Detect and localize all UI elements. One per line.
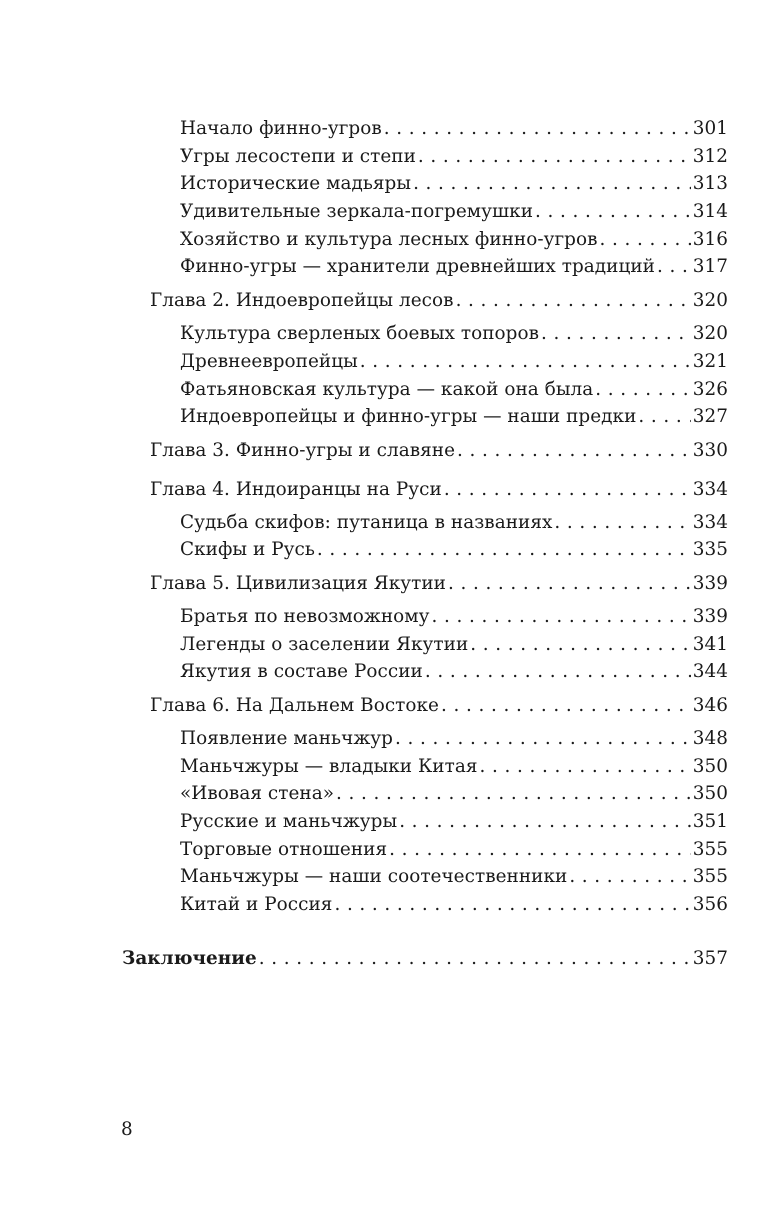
- dot-leader: [448, 573, 691, 595]
- toc-entry-page: 344: [692, 661, 728, 682]
- toc-conclusion-title: Заключение: [122, 948, 257, 969]
- dot-leader: [638, 406, 690, 428]
- toc-entry-title: Исторические мадьяры: [180, 173, 412, 194]
- dot-leader: [432, 606, 691, 628]
- toc-chapter-title: Глава 2. Индоевропейцы лесов: [150, 290, 454, 311]
- toc-entry-page: 320: [692, 323, 728, 344]
- toc-entry-title: Хозяйство и культура лесных финно-угров: [180, 229, 598, 250]
- toc-entry-title: Индоевропейцы и финно-угры — наши предки: [180, 406, 637, 427]
- toc-entry-title: Угры лесостепи и степи: [180, 146, 416, 167]
- dot-leader: [425, 661, 691, 683]
- dot-leader: [395, 728, 691, 750]
- toc-entry: [180, 539, 728, 561]
- toc-chapter-title: Глава 5. Цивилизация Якутии: [150, 573, 446, 594]
- toc-entry: [180, 118, 728, 140]
- toc-chapter: [150, 440, 728, 462]
- toc-entry-page: 313: [692, 173, 728, 194]
- dot-leader: [456, 290, 691, 312]
- toc-entry: [180, 634, 728, 656]
- toc-entry: [180, 512, 728, 534]
- toc-entry: [180, 783, 728, 805]
- toc-entry-page: 314: [692, 201, 728, 222]
- toc-entry-title: Китай и Россия: [180, 894, 333, 915]
- toc-entry: [180, 606, 728, 628]
- dot-leader: [480, 756, 691, 778]
- toc-chapter-page: 339: [692, 573, 728, 594]
- toc-entry: [180, 323, 728, 345]
- toc-chapter-title: Глава 6. На Дальнем Востоке: [150, 695, 439, 716]
- toc-chapter-page: 320: [692, 290, 728, 311]
- toc-entry-page: 317: [692, 256, 728, 277]
- toc-entry: [180, 661, 728, 683]
- toc-entry-page: 327: [692, 406, 728, 427]
- dot-leader: [336, 783, 691, 805]
- dot-leader: [413, 173, 691, 195]
- toc-entry-page: 355: [692, 866, 728, 887]
- toc-entry-title: Торговые отношения: [180, 839, 388, 860]
- toc-entry-title: Якутия в составе России: [180, 661, 423, 682]
- toc-conclusion-page: 357: [692, 948, 728, 969]
- toc-entry-title: Легенды о заселении Якутии: [180, 634, 469, 655]
- toc-entry-title: Удивительные зеркала-погремушки: [180, 201, 534, 222]
- toc-entry-title: Финно-угры — хранители древнейших традиций: [180, 256, 655, 277]
- dot-leader: [535, 201, 691, 223]
- toc-entry: [180, 201, 728, 223]
- toc-entry: [180, 229, 728, 251]
- toc-entry-title: Появление маньчжур: [180, 728, 393, 749]
- dot-leader: [389, 839, 691, 861]
- dot-leader: [569, 866, 690, 888]
- toc-entry-title: Братья по невозможному: [180, 606, 430, 627]
- toc-entry-title: «Ивовая стена»: [180, 783, 335, 804]
- toc-chapter: [150, 479, 728, 501]
- toc-chapter-page: 334: [692, 479, 728, 500]
- toc-entry-title: Маньчжуры — наши соотечественники: [180, 866, 568, 887]
- dot-leader: [384, 118, 691, 140]
- toc-entry: [180, 894, 728, 916]
- toc-entry-page: 350: [692, 756, 728, 777]
- dot-leader: [259, 948, 691, 970]
- toc-entry: [180, 173, 728, 195]
- toc-entry-page: 316: [692, 229, 728, 250]
- dot-leader: [457, 440, 691, 462]
- toc-conclusion: [122, 948, 728, 970]
- dot-leader: [541, 323, 691, 345]
- dot-leader: [399, 811, 691, 833]
- toc-chapter: [150, 695, 728, 717]
- toc-chapter-title: Глава 3. Финно-угры и славяне: [150, 440, 456, 461]
- toc-entry-page: 334: [692, 512, 728, 533]
- toc-entry-page: 341: [692, 634, 728, 655]
- dot-leader: [470, 634, 690, 656]
- toc-entry-page: 355: [692, 839, 728, 860]
- toc-entry: [180, 351, 728, 373]
- toc-chapter: [150, 290, 728, 312]
- toc-entry-page: 326: [692, 379, 728, 400]
- toc-entry-title: Скифы и Русь: [180, 539, 315, 560]
- toc-entry: [180, 146, 728, 168]
- toc-entry: [180, 756, 728, 778]
- toc-entry-page: 356: [692, 894, 728, 915]
- dot-leader: [595, 379, 690, 401]
- toc-chapter-page: 346: [692, 695, 728, 716]
- dot-leader: [317, 539, 691, 561]
- toc-entry-title: Древнеевропейцы: [180, 351, 358, 372]
- toc-entry: [180, 728, 728, 750]
- dot-leader: [418, 146, 691, 168]
- dot-leader: [360, 351, 691, 373]
- dot-leader: [600, 229, 691, 251]
- toc-entry-page: 312: [692, 146, 728, 167]
- toc-entry-page: 351: [692, 811, 728, 832]
- toc-chapter: [150, 573, 728, 595]
- toc-entry-page: 321: [692, 351, 728, 372]
- toc-entry-title: Начало финно-угров: [180, 118, 382, 139]
- toc-entry: [180, 839, 728, 861]
- toc-entry-title: Культура сверленых боевых топоров: [180, 323, 539, 344]
- toc-entry-title: Маньчжуры — владыки Китая: [180, 756, 478, 777]
- toc-entry-title: Судьба скифов: путаница в названиях: [180, 512, 553, 533]
- dot-leader: [444, 479, 691, 501]
- toc-entry: [180, 406, 728, 428]
- toc-entry-page: 335: [692, 539, 728, 560]
- toc-entry: [180, 379, 728, 401]
- toc-chapter-title: Глава 4. Индоиранцы на Руси: [150, 479, 442, 500]
- dot-leader: [334, 894, 690, 916]
- toc-entry: [180, 866, 728, 888]
- dot-leader: [657, 256, 691, 278]
- toc-entry-page: 348: [692, 728, 728, 749]
- toc-entry-title: Фатьяновская культура — какой она была: [180, 379, 594, 400]
- page-number: 8: [121, 1119, 133, 1140]
- toc-entry-title: Русские и маньчжуры: [180, 811, 398, 832]
- dot-leader: [554, 512, 690, 534]
- toc-entry-page: 339: [692, 606, 728, 627]
- toc-entry: [180, 256, 728, 278]
- toc-entry-page: 350: [692, 783, 728, 804]
- dot-leader: [441, 695, 691, 717]
- toc-chapter-page: 330: [692, 440, 728, 461]
- toc-entry: [180, 811, 728, 833]
- toc-entry-page: 301: [692, 118, 728, 139]
